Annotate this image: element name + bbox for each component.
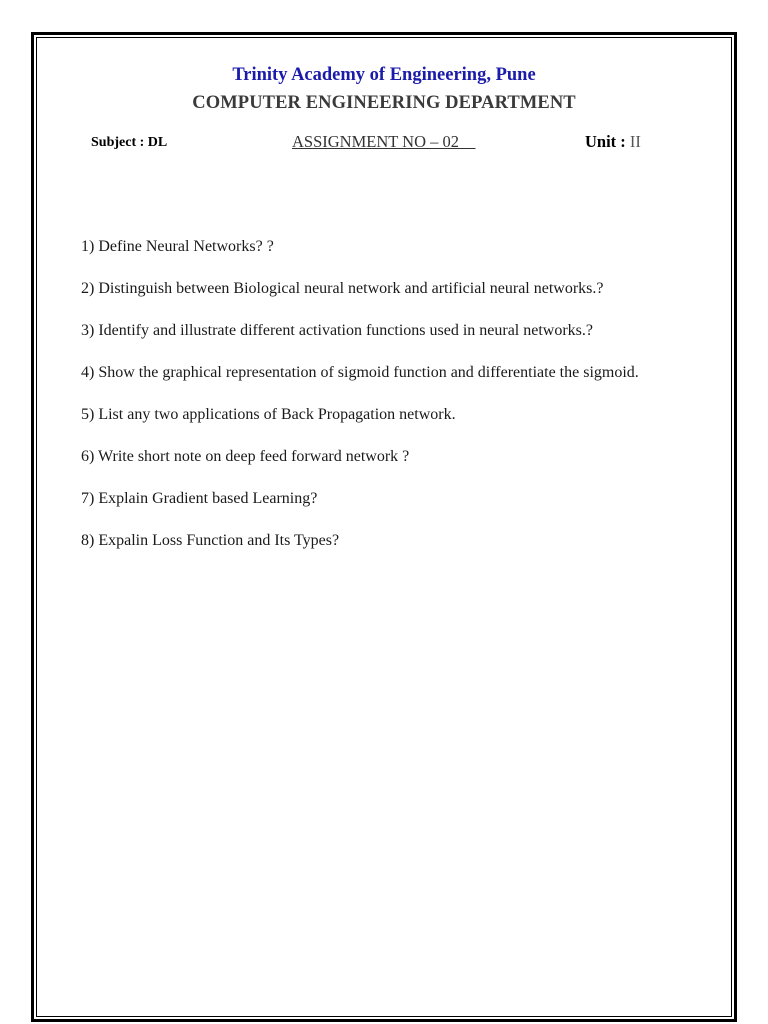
question-item: 7) Explain Gradient based Learning? (81, 490, 318, 507)
question-item: 1) Define Neural Networks? ? (81, 238, 274, 255)
question-item: 5) List any two applications of Back Propagation network. (81, 406, 456, 423)
department-title: COMPUTER ENGINEERING DEPARTMENT (192, 93, 576, 113)
question-item: 2) Distinguish between Biological neural network and artificial neural networks.? (81, 280, 604, 297)
unit-line (585, 132, 641, 152)
question-item: 8) Expalin Loss Function and Its Types? (81, 532, 340, 549)
question-item: 3) Identify and illustrate different activation functions used in neural networks.? (81, 322, 593, 339)
assignment-title: ASSIGNMENT NO – 02 (292, 132, 476, 151)
question-item: 6) Write short note on deep feed forward network ? (81, 448, 410, 465)
question-item: 4) Show the graphical representation of sigmoid function and differentiate the sigmoid. (81, 364, 639, 381)
question-list (81, 236, 681, 572)
subject-label: Subject : DL (91, 135, 168, 150)
institute-title: Trinity Academy of Engineering, Pune (232, 65, 536, 85)
unit-value: II (629, 132, 641, 151)
unit-label: Unit : (585, 132, 630, 151)
